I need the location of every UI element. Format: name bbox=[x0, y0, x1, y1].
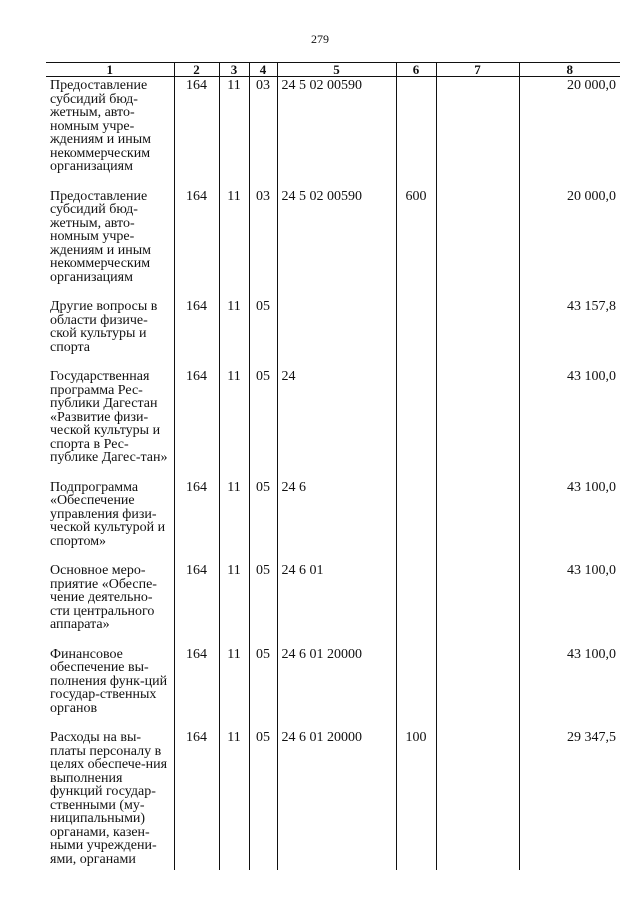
cell-col8: 29 347,5 bbox=[519, 729, 620, 870]
row-name: Финансовое обеспечение вы-полнения функ-ций государ-ственных органов bbox=[46, 646, 174, 730]
table-row bbox=[46, 298, 620, 368]
table-row bbox=[46, 188, 620, 299]
row-name: Основное меро-приятие «Обеспе-чение деятельно-сти центрального аппарата» bbox=[46, 562, 174, 646]
cell-col5: 24 bbox=[277, 368, 396, 479]
cell-col4: 05 bbox=[249, 562, 277, 646]
cell-col7 bbox=[436, 188, 519, 299]
page-number: 279 bbox=[311, 32, 329, 46]
cell-col5: 24 6 bbox=[277, 479, 396, 563]
col-header-4: 4 bbox=[249, 63, 277, 77]
col-header-2: 2 bbox=[174, 63, 219, 77]
cell-col8: 43 100,0 bbox=[519, 562, 620, 646]
row-name: Предоставление субсидий бюд-жетным, авто-номным учре-ждениям и иным некоммерческим организациям bbox=[46, 188, 174, 299]
cell-col2: 164 bbox=[174, 646, 219, 730]
header-row bbox=[46, 63, 620, 77]
cell-col4: 05 bbox=[249, 298, 277, 368]
cell-col5 bbox=[277, 298, 396, 368]
cell-col3: 11 bbox=[219, 729, 249, 870]
cell-col6: 100 bbox=[396, 729, 436, 870]
cell-col7 bbox=[436, 298, 519, 368]
cell-col5: 24 5 02 00590 bbox=[277, 188, 396, 299]
cell-col2: 164 bbox=[174, 298, 219, 368]
cell-col2: 164 bbox=[174, 77, 219, 188]
cell-col3: 11 bbox=[219, 562, 249, 646]
cell-col6 bbox=[396, 479, 436, 563]
cell-col8: 20 000,0 bbox=[519, 77, 620, 188]
cell-col3: 11 bbox=[219, 77, 249, 188]
table-row bbox=[46, 368, 620, 479]
table-row bbox=[46, 479, 620, 563]
cell-col6 bbox=[396, 77, 436, 188]
row-name: Государственная программа Рес-публики Дагестан «Развитие физи-ческой культуры и спорта в Рес-публике Дагес-тан» bbox=[46, 368, 174, 479]
cell-col4: 05 bbox=[249, 368, 277, 479]
cell-col7 bbox=[436, 562, 519, 646]
cell-col6 bbox=[396, 562, 436, 646]
cell-col2: 164 bbox=[174, 562, 219, 646]
cell-col3: 11 bbox=[219, 368, 249, 479]
cell-col5: 24 6 01 bbox=[277, 562, 396, 646]
cell-col7 bbox=[436, 646, 519, 730]
cell-col8: 43 157,8 bbox=[519, 298, 620, 368]
cell-col4: 03 bbox=[249, 77, 277, 188]
budget-table bbox=[46, 62, 620, 870]
cell-col2: 164 bbox=[174, 479, 219, 563]
cell-col7 bbox=[436, 729, 519, 870]
col-header-3: 3 bbox=[219, 63, 249, 77]
row-name: Расходы на вы-платы персоналу в целях обеспече-ния выполнения функций государ-ственными (му-ниципальными) органами, казен-ными учреждени-ями, органами bbox=[46, 729, 174, 870]
cell-col2: 164 bbox=[174, 729, 219, 870]
cell-col6: 600 bbox=[396, 188, 436, 299]
col-header-1: 1 bbox=[46, 63, 174, 77]
cell-col7 bbox=[436, 479, 519, 563]
col-header-7: 7 bbox=[436, 63, 519, 77]
cell-col4: 05 bbox=[249, 729, 277, 870]
table-row bbox=[46, 77, 620, 188]
cell-col8: 43 100,0 bbox=[519, 368, 620, 479]
cell-col5: 24 6 01 20000 bbox=[277, 729, 396, 870]
cell-col4: 05 bbox=[249, 646, 277, 730]
col-header-8: 8 bbox=[519, 63, 620, 77]
row-name: Подпрограмма «Обеспечение управления физи-ческой культурой и спортом» bbox=[46, 479, 174, 563]
table-row bbox=[46, 646, 620, 730]
cell-col4: 05 bbox=[249, 479, 277, 563]
cell-col6 bbox=[396, 646, 436, 730]
cell-col2: 164 bbox=[174, 188, 219, 299]
row-name: Другие вопросы в области физиче-ской культуры и спорта bbox=[46, 298, 174, 368]
cell-col7 bbox=[436, 77, 519, 188]
cell-col3: 11 bbox=[219, 646, 249, 730]
cell-col4: 03 bbox=[249, 188, 277, 299]
row-name: Предоставление субсидий бюд-жетным, авто-номным учре-ждениям и иным некоммерческим организациям bbox=[46, 77, 174, 188]
cell-col6 bbox=[396, 298, 436, 368]
cell-col8: 20 000,0 bbox=[519, 188, 620, 299]
cell-col8: 43 100,0 bbox=[519, 479, 620, 563]
table-row bbox=[46, 729, 620, 870]
cell-col3: 11 bbox=[219, 479, 249, 563]
cell-col2: 164 bbox=[174, 368, 219, 479]
cell-col5: 24 6 01 20000 bbox=[277, 646, 396, 730]
table-row bbox=[46, 562, 620, 646]
cell-col5: 24 5 02 00590 bbox=[277, 77, 396, 188]
cell-col6 bbox=[396, 368, 436, 479]
cell-col3: 11 bbox=[219, 188, 249, 299]
col-header-5: 5 bbox=[277, 63, 396, 77]
cell-col7 bbox=[436, 368, 519, 479]
cell-col8: 43 100,0 bbox=[519, 646, 620, 730]
col-header-6: 6 bbox=[396, 63, 436, 77]
cell-col3: 11 bbox=[219, 298, 249, 368]
